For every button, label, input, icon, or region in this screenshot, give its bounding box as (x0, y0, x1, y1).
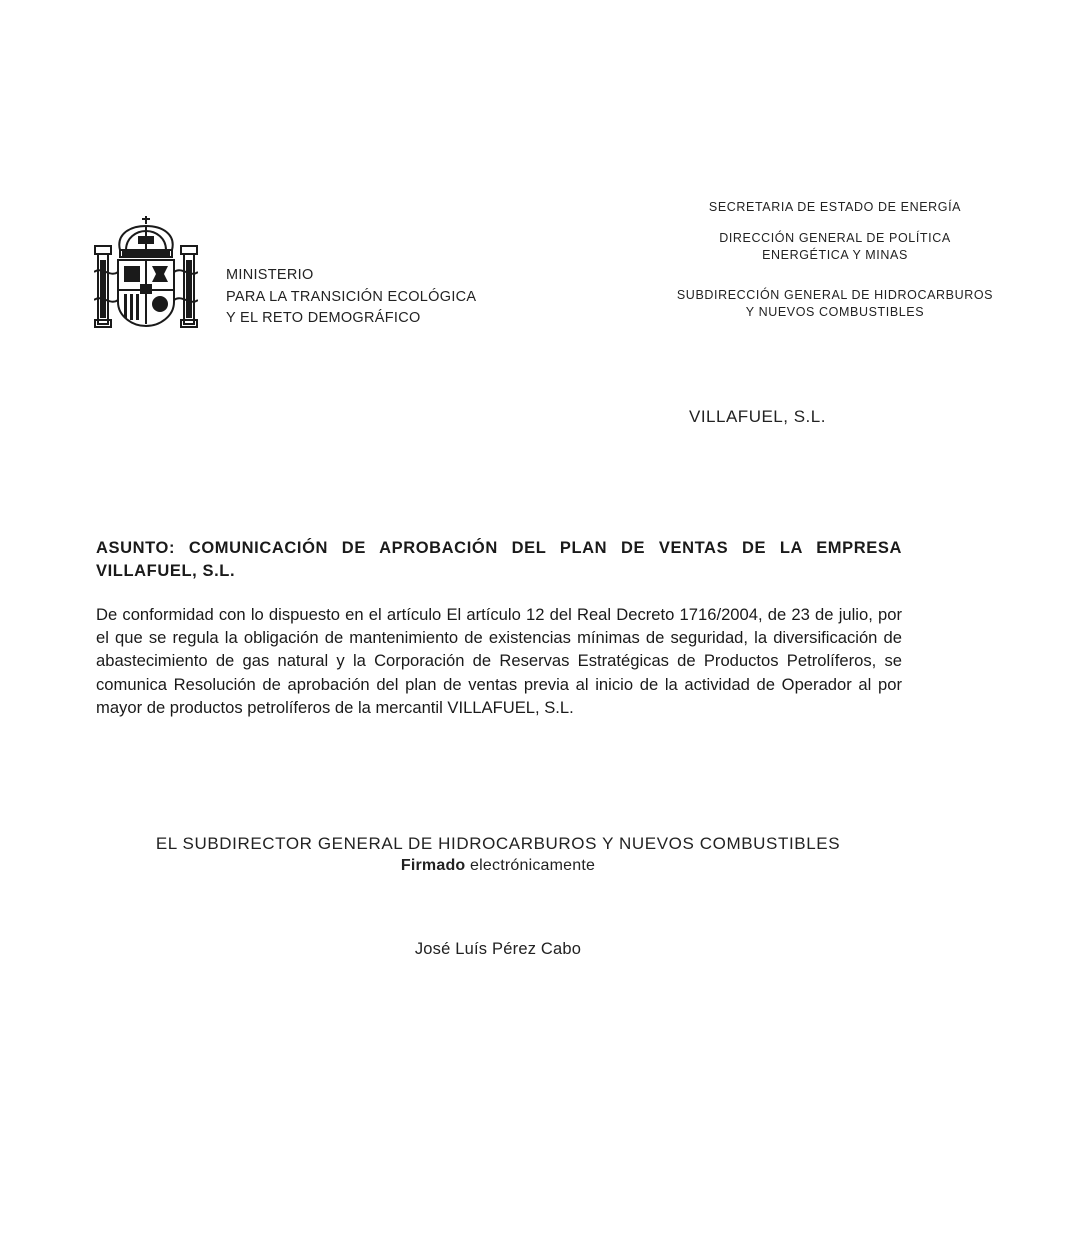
direccion-general (640, 230, 1030, 264)
body-paragraph: De conformidad con lo dispuesto en el artículo El artículo 12 del Real Decreto 1716/2004, de 23 de julio, por el que se regula la obligación de mantenimiento de existencias mínimas de seguridad, la diversificación de abastecimiento de gas natural y la Corporación de Reservas Estratégicas de Productos Petrolíferos, se comunica Resolución de aprobación del plan de ventas previa al inicio de la actividad de Operador al por mayor de productos petrolíferos de la mercantil VILLAFUEL, S.L. (96, 605, 902, 717)
signer-title: EL SUBDIRECTOR GENERAL DE HIDROCARBUROS Y NUEVOS COMBUSTIBLES (155, 834, 841, 853)
ministry-line: MINISTERIO (226, 267, 314, 283)
subdireccion-line: Y NUEVOS COMBUSTIBLES (745, 305, 925, 319)
ministry-line: Y EL RETO DEMOGRÁFICO (226, 310, 421, 326)
signature-note-bold: Firmado (400, 857, 466, 874)
subdireccion-general (640, 287, 1030, 321)
ministry-line: PARA LA TRANSICIÓN ECOLÓGICA (226, 288, 477, 305)
direccion-line: DIRECCIÓN GENERAL DE POLÍTICA (719, 231, 951, 245)
coat-of-arms-icon (94, 214, 198, 330)
signature-block (0, 833, 996, 877)
subdireccion-line: SUBDIRECCIÓN GENERAL DE HIDROCARBUROS (676, 288, 994, 302)
signature-note-rest: electrónicamente (465, 857, 596, 874)
recipient: VILLAFUEL, S.L. (689, 407, 826, 426)
direccion-line: ENERGÉTICA Y MINAS (762, 248, 908, 262)
subject-line: ASUNTO: COMUNICACIÓN DE APROBACIÓN DEL PLAN DE VENTAS DE LA EMPRESA VILLAFUEL, S.L. (96, 539, 902, 580)
department-header (640, 200, 1030, 321)
secretaria: SECRETARIA DE ESTADO DE ENERGÍA (708, 200, 962, 214)
signature-note (0, 855, 996, 877)
ministry-name (226, 265, 476, 330)
signer-name: José Luís Pérez Cabo (414, 940, 582, 958)
